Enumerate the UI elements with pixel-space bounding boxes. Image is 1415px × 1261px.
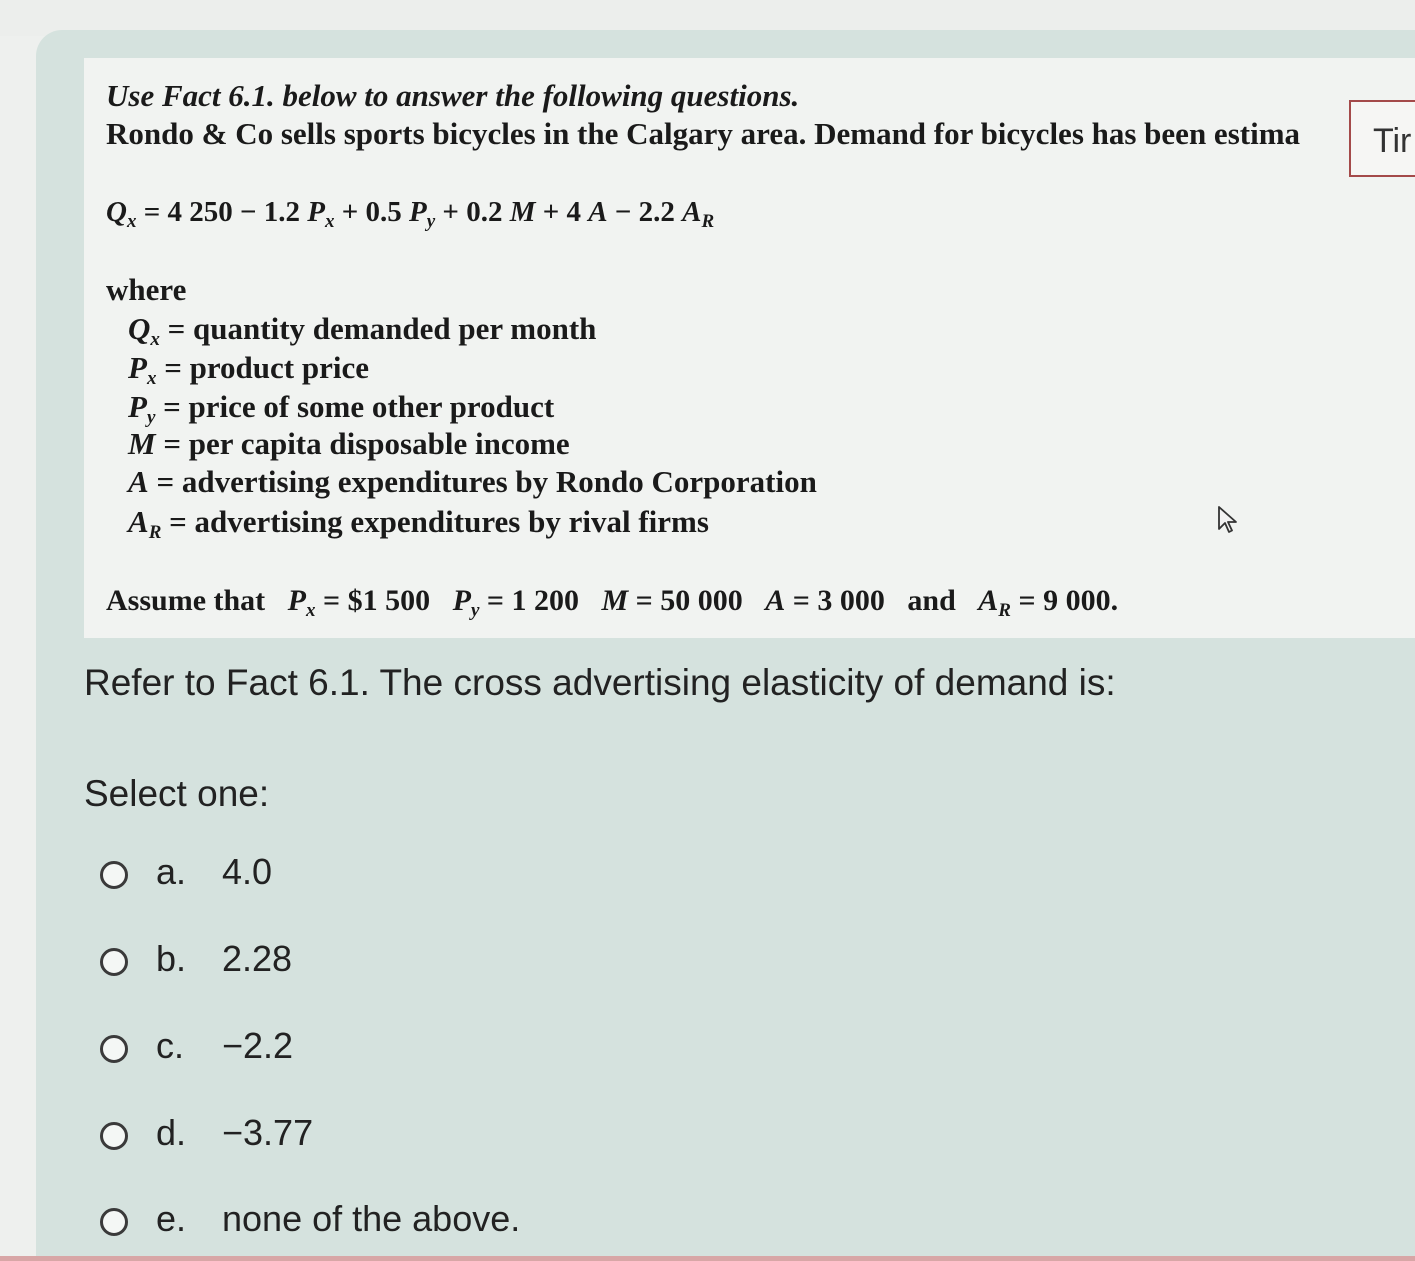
option-letter: d.	[156, 1112, 187, 1153]
eq-term1: = 4 250 − 1.2	[136, 196, 308, 228]
assume-py-sub: y	[470, 600, 480, 621]
timer-box	[1349, 100, 1415, 177]
where-label: where	[106, 272, 187, 307]
eq-term5: − 2.2	[607, 196, 683, 228]
definition-item	[128, 311, 596, 351]
def-text: = per capita disposable income	[155, 426, 570, 461]
option-value: −3.77	[222, 1112, 314, 1153]
option-letter: b.	[156, 938, 187, 979]
eq-term2: + 0.5	[334, 196, 410, 228]
question-text: Refer to Fact 6.1. The cross advertising elasticity of demand is:	[84, 662, 1116, 703]
assume-m-val: = 50 000	[628, 584, 743, 617]
def-text: = price of some other product	[155, 389, 555, 424]
timer-label: Tir	[1373, 122, 1412, 160]
select-one-label: Select one:	[84, 773, 270, 814]
def-subscript: y	[146, 407, 156, 428]
assumption-line	[106, 584, 1118, 622]
option-letter: e.	[156, 1198, 187, 1239]
def-symbol: M	[128, 426, 156, 461]
assume-m: M	[601, 584, 629, 617]
mouse-pointer-icon	[1216, 505, 1240, 539]
def-subscript: x	[146, 368, 157, 389]
option-value: −2.2	[222, 1025, 294, 1066]
radio-button-icon[interactable]	[100, 861, 128, 889]
assume-px: P	[287, 584, 306, 617]
eq-term4: + 4	[535, 196, 589, 228]
def-text: = product price	[156, 350, 369, 385]
assume-ar-val: = 9 000.	[1010, 584, 1119, 617]
assume-px-val: = $1 500	[315, 584, 431, 617]
def-subscript: R	[148, 522, 162, 543]
assume-label: Assume that	[106, 584, 266, 617]
eq-py-sub: y	[426, 211, 436, 232]
eq-px: P	[307, 196, 325, 228]
assume-px-sub: x	[306, 600, 316, 621]
eq-m: M	[509, 196, 536, 228]
def-text: = advertising expenditures by Rondo Corporation	[148, 464, 817, 499]
eq-py: P	[409, 196, 427, 228]
assume-a-val: = 3 000	[785, 584, 885, 617]
eq-ar: A	[682, 196, 702, 228]
demand-equation	[106, 196, 714, 233]
definition-item	[128, 464, 817, 504]
option-value: none of the above.	[222, 1198, 521, 1239]
assume-a: A	[765, 584, 786, 617]
definition-item	[128, 350, 369, 390]
option-letter: a.	[156, 851, 187, 892]
radio-button-icon[interactable]	[100, 1208, 128, 1236]
option-value: 4.0	[222, 851, 273, 892]
eq-qx-sub: x	[126, 211, 137, 232]
bottom-divider	[0, 1256, 1415, 1261]
def-subscript: x	[150, 329, 160, 350]
eq-qx: Q	[106, 196, 127, 228]
fact-intro: Use Fact 6.1. below to answer the following questions.	[106, 78, 800, 113]
def-symbol: A	[128, 464, 149, 499]
def-text: = advertising expenditures by rival firms	[161, 504, 709, 539]
def-text: = quantity demanded per month	[159, 311, 597, 346]
def-symbol: P	[128, 350, 147, 385]
radio-button-icon[interactable]	[100, 1122, 128, 1150]
definition-item	[128, 389, 554, 429]
option-value: 2.28	[222, 938, 293, 979]
eq-term3: + 0.2	[435, 196, 510, 228]
eq-ar-sub: R	[701, 211, 715, 232]
fact-scenario: Rondo & Co sells sports bicycles in the Calgary area. Demand for bicycles has been estima	[106, 116, 1301, 151]
option-letter: c.	[156, 1025, 185, 1066]
assume-and: and	[907, 584, 956, 617]
assume-py-val: = 1 200	[479, 584, 579, 617]
def-symbol: P	[128, 389, 147, 424]
def-symbol: A	[128, 504, 149, 539]
radio-button-icon[interactable]	[100, 1035, 128, 1063]
assume-ar-sub: R	[998, 600, 1011, 621]
assume-ar: A	[978, 584, 999, 617]
eq-a: A	[588, 196, 608, 228]
definition-item	[128, 426, 570, 466]
eq-px-sub: x	[324, 211, 335, 232]
def-symbol: Q	[128, 311, 151, 346]
assume-py: P	[452, 584, 471, 617]
radio-button-icon[interactable]	[100, 948, 128, 976]
definition-item	[128, 504, 709, 544]
